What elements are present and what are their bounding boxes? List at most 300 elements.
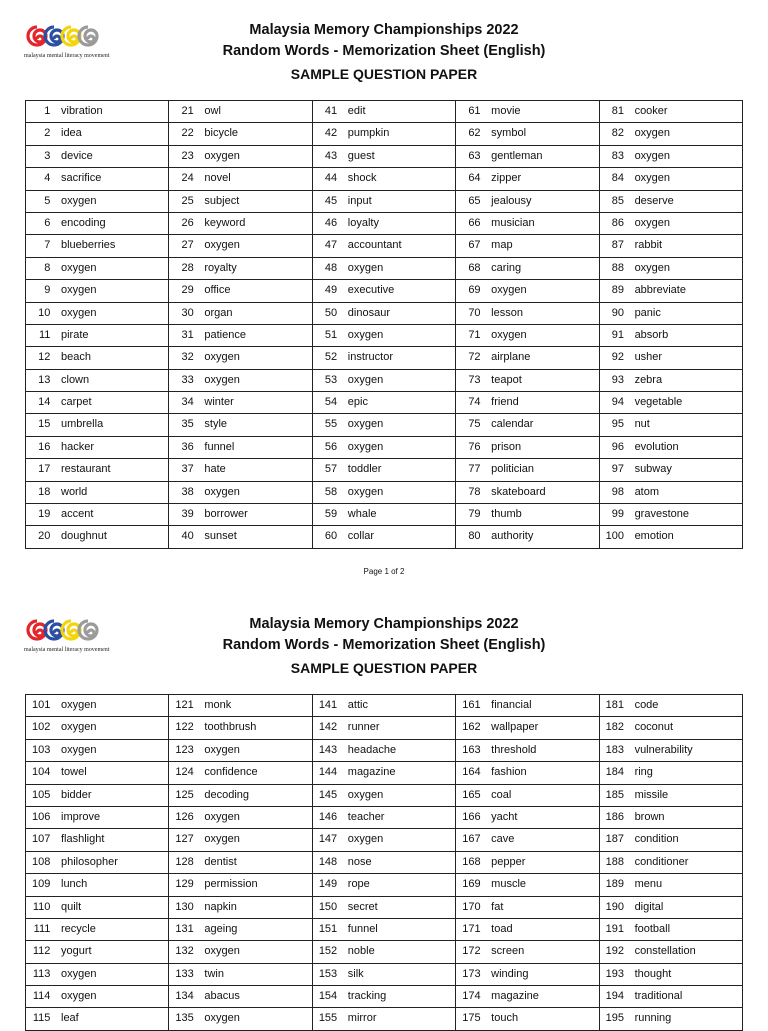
word-cell [169,874,312,896]
word-number: 166 [462,810,481,823]
word-text: secret [347,900,378,913]
word-cell [599,101,742,123]
word-table [25,100,743,549]
word-text: noble [347,945,375,958]
word-cell [312,168,455,190]
word-text: office [204,284,231,297]
word-cell [456,717,599,739]
word-number: 22 [181,127,194,140]
word-number: 121 [175,699,194,711]
logo-text: malaysia mental literacy movement [24,647,110,653]
word-number: 100 [605,530,624,543]
word-text: oxygen [347,788,384,801]
word-cell [456,369,599,391]
word-cell [312,235,455,257]
word-text: oxygen [204,149,240,162]
word-number: 150 [318,900,338,913]
word-text: subway [634,463,672,476]
word-text: toad [491,922,513,935]
word-number: 12 [38,351,51,364]
word-number: 50 [324,306,338,319]
word-number: 87 [611,239,624,252]
word-cell [456,695,599,717]
word-text: cave [491,833,515,846]
word-number: 81 [611,105,624,117]
word-text: oxygen [634,127,671,140]
word-text: attic [347,699,368,711]
word-cell [312,324,455,346]
word-cell [312,829,455,851]
word-number: 88 [611,261,624,274]
word-cell [169,806,312,828]
word-number: 67 [468,239,481,252]
table-row [26,896,743,918]
word-cell [456,347,599,369]
word-number: 15 [38,418,51,431]
word-text: idea [61,127,82,140]
word-cell [26,347,169,369]
word-text: device [61,149,93,162]
table-row [26,784,743,806]
word-text: financial [491,699,532,711]
word-number: 122 [175,721,194,734]
word-cell [599,829,742,851]
word-text: confidence [204,766,258,779]
word-text: accountant [347,239,402,252]
word-number: 26 [181,216,194,229]
word-cell [456,481,599,503]
word-number: 170 [462,900,481,913]
word-number: 44 [324,172,338,185]
table-row [26,459,743,481]
word-text: subject [204,194,240,207]
word-text: style [204,418,228,431]
word-number: 64 [468,172,481,185]
word-text: quilt [61,900,82,913]
word-text: oxygen [634,261,671,274]
word-cell [599,324,742,346]
word-cell [169,986,312,1008]
word-number: 113 [32,967,51,980]
word-text: magazine [347,766,396,779]
word-cell [599,257,742,279]
word-number: 48 [324,261,338,274]
sheet-header [0,614,768,679]
word-cell [312,459,455,481]
word-cell [169,762,312,784]
word-cell [599,1008,742,1030]
word-cell [599,145,742,167]
word-text: oxygen [347,418,384,431]
word-cell [456,874,599,896]
word-cell [456,436,599,458]
word-cell [312,1008,455,1030]
word-number: 163 [462,743,481,756]
word-text: prison [491,440,522,453]
word-cell [26,918,169,940]
table-row [26,414,743,436]
word-number: 149 [318,878,338,891]
table-row [26,806,743,828]
word-cell [599,717,742,739]
word-text: teapot [491,373,522,386]
paper-type: SAMPLE QUESTION PAPER [290,660,478,676]
word-text: abbreviate [634,284,686,297]
word-text: lunch [61,878,88,891]
word-text: oxygen [634,172,671,185]
word-cell [26,212,169,234]
word-cell [312,481,455,503]
word-cell [169,257,312,279]
word-number: 85 [611,194,624,207]
word-cell [312,874,455,896]
word-number: 30 [181,306,194,319]
word-number: 63 [468,149,481,162]
word-number: 125 [175,788,194,801]
word-number: 135 [175,1012,194,1025]
word-cell [456,459,599,481]
word-cell [456,504,599,526]
word-number: 124 [175,766,194,779]
table-row [26,1008,743,1030]
word-number: 98 [611,485,624,498]
table-row [26,212,743,234]
word-text: zebra [634,373,663,386]
word-number: 80 [468,530,481,543]
table-row [26,347,743,369]
word-number: 33 [181,373,194,386]
word-number: 68 [468,261,481,274]
word-text: oxygen [204,1012,240,1025]
word-text: usher [634,351,663,364]
word-text: authority [491,530,534,543]
word-number: 165 [462,788,481,801]
word-number: 126 [175,810,194,823]
word-text: epic [347,396,368,409]
word-cell [456,762,599,784]
word-cell [312,941,455,963]
word-number: 75 [468,418,481,431]
word-cell [169,851,312,873]
word-text: oxygen [634,216,671,229]
word-cell [599,762,742,784]
word-text: politician [491,463,534,476]
word-text: oxygen [347,833,384,846]
word-number: 115 [32,1012,51,1025]
word-text: beach [61,351,91,364]
word-cell [26,896,169,918]
word-cell [169,695,312,717]
table-row [26,280,743,302]
word-number: 114 [32,990,51,1003]
word-cell [26,717,169,739]
word-text: funnel [204,440,235,453]
table-row [26,762,743,784]
word-number: 66 [468,216,481,229]
word-text: headache [347,743,397,756]
word-cell [456,123,599,145]
word-number: 132 [175,945,194,958]
table-row [26,145,743,167]
word-text: touch [491,1012,519,1025]
word-number: 92 [611,351,624,364]
word-number: 106 [32,810,51,823]
word-number: 79 [468,508,481,521]
word-text: oxygen [347,440,384,453]
word-cell [26,168,169,190]
word-text: oxygen [61,743,97,756]
word-text: ring [634,766,653,779]
table-row [26,941,743,963]
word-number: 31 [181,328,194,341]
word-cell [456,829,599,851]
word-cell [456,806,599,828]
word-cell [312,123,455,145]
word-text: constellation [634,945,696,958]
word-text: muscle [491,878,527,891]
word-text: oxygen [491,328,527,341]
word-text: mirror [347,1012,377,1025]
word-text: traditional [634,990,683,1003]
word-number: 34 [181,396,194,409]
word-text: napkin [204,900,237,913]
word-cell [26,324,169,346]
word-number: 32 [181,351,194,364]
word-cell [599,986,742,1008]
word-number: 70 [468,306,481,319]
word-cell [26,963,169,985]
word-cell [599,504,742,526]
word-cell [169,369,312,391]
word-cell [599,695,742,717]
word-number: 190 [605,900,624,913]
word-cell [456,851,599,873]
word-number: 97 [611,463,624,476]
word-cell [26,784,169,806]
word-text: collar [347,530,375,543]
word-number: 23 [181,149,194,162]
word-number: 52 [324,351,338,364]
table-row [26,257,743,279]
word-number: 188 [605,855,624,868]
word-text: teacher [347,810,385,823]
table-row [26,526,743,548]
word-number: 102 [32,721,51,734]
word-cell [169,123,312,145]
word-cell [312,414,455,436]
word-text: yogurt [61,945,92,958]
word-text: digital [634,900,664,913]
word-number: 8 [44,261,51,274]
word-number: 94 [611,396,624,409]
word-cell [599,963,742,985]
word-cell [456,324,599,346]
word-cell [599,918,742,940]
word-number: 19 [38,508,51,521]
word-text: movie [491,105,521,117]
table-row [26,123,743,145]
word-number: 129 [175,878,194,891]
word-text: rope [347,878,370,891]
word-cell [456,941,599,963]
word-text: atom [634,485,660,498]
word-text: oxygen [61,261,97,274]
word-cell [312,392,455,414]
word-text: loyalty [347,216,379,229]
word-cell [169,784,312,806]
word-text: twin [204,967,224,980]
word-number: 73 [468,373,481,386]
word-text: permission [204,878,258,891]
word-text: map [491,239,513,252]
word-text: abacus [204,990,240,1003]
word-cell [169,414,312,436]
word-number: 143 [318,743,338,756]
word-cell [312,806,455,828]
word-number: 72 [468,351,481,364]
word-number: 57 [324,463,338,476]
word-cell [456,739,599,761]
word-text: instructor [347,351,394,364]
word-text: oxygen [347,373,384,386]
word-cell [169,941,312,963]
word-number: 1 [44,105,51,117]
word-cell [169,963,312,985]
word-number: 76 [468,440,481,453]
table-row [26,481,743,503]
word-text: leaf [61,1012,79,1025]
word-cell [169,101,312,123]
word-text: deserve [634,194,674,207]
word-text: pumpkin [347,127,390,140]
word-cell [26,302,169,324]
word-text: toothbrush [204,721,257,734]
word-text: doughnut [61,530,107,543]
word-cell [456,235,599,257]
word-cell [312,347,455,369]
word-cell [312,762,455,784]
word-number: 77 [468,463,481,476]
word-cell [312,739,455,761]
word-cell [26,481,169,503]
word-text: brown [634,810,665,823]
word-cell [312,918,455,940]
word-cell [169,918,312,940]
word-cell [599,212,742,234]
table-row [26,739,743,761]
word-text: novel [204,172,231,185]
word-cell [169,190,312,212]
word-text: musician [491,216,535,229]
word-number: 42 [324,127,338,140]
word-number: 174 [462,990,481,1003]
word-number: 7 [44,239,51,252]
word-number: 39 [181,508,194,521]
word-cell [169,1008,312,1030]
word-number: 108 [32,855,51,868]
word-text: ageing [204,922,238,935]
word-text: philosopher [61,855,118,868]
word-number: 148 [318,855,338,868]
word-number: 55 [324,418,338,431]
word-cell [456,257,599,279]
table-row [26,168,743,190]
word-text: friend [491,396,519,409]
word-number: 78 [468,485,481,498]
word-text: evolution [634,440,679,453]
word-text: owl [204,105,221,117]
word-text: jealousy [491,194,532,207]
word-text: shock [347,172,377,185]
word-number: 54 [324,396,338,409]
word-number: 189 [605,878,624,891]
word-number: 153 [318,967,338,980]
word-number: 144 [318,766,338,779]
word-number: 86 [611,216,624,229]
word-cell [26,762,169,784]
word-text: winter [204,396,234,409]
word-cell [169,324,312,346]
word-number: 40 [181,530,194,543]
word-cell [456,1008,599,1030]
word-cell [26,851,169,873]
word-text: oxygen [347,485,384,498]
word-text: calendar [491,418,534,431]
word-text: panic [634,306,661,319]
word-cell [456,896,599,918]
word-number: 145 [318,788,338,801]
word-cell [312,986,455,1008]
word-number: 155 [318,1012,338,1025]
word-cell [169,302,312,324]
word-text: coconut [634,721,674,734]
word-text: blueberries [61,239,116,252]
table-row [26,851,743,873]
sheet-title: Malaysia Memory Championships 2022 [249,616,519,632]
word-number: 17 [38,463,51,476]
word-text: patience [204,328,246,341]
word-number: 4 [44,172,51,185]
word-text: winding [491,967,529,980]
table-row [26,235,743,257]
word-text: menu [634,878,663,891]
word-cell [26,459,169,481]
word-text: code [634,699,659,711]
word-cell [26,739,169,761]
word-text: wallpaper [491,721,539,734]
word-text: oxygen [634,149,671,162]
word-cell [456,212,599,234]
word-number: 133 [175,967,194,980]
word-cell [26,123,169,145]
word-cell [26,874,169,896]
word-text: oxygen [204,351,240,364]
word-number: 101 [32,699,51,711]
word-cell [599,806,742,828]
word-text: monk [204,699,232,711]
word-number: 171 [462,922,481,935]
table-row [26,829,743,851]
table-row [26,369,743,391]
word-cell [26,695,169,717]
word-number: 173 [462,967,481,980]
word-text: nose [347,855,372,868]
word-cell [456,168,599,190]
word-number: 141 [318,699,338,711]
word-text: gravestone [634,508,689,521]
word-cell [26,1008,169,1030]
word-number: 167 [462,833,481,846]
